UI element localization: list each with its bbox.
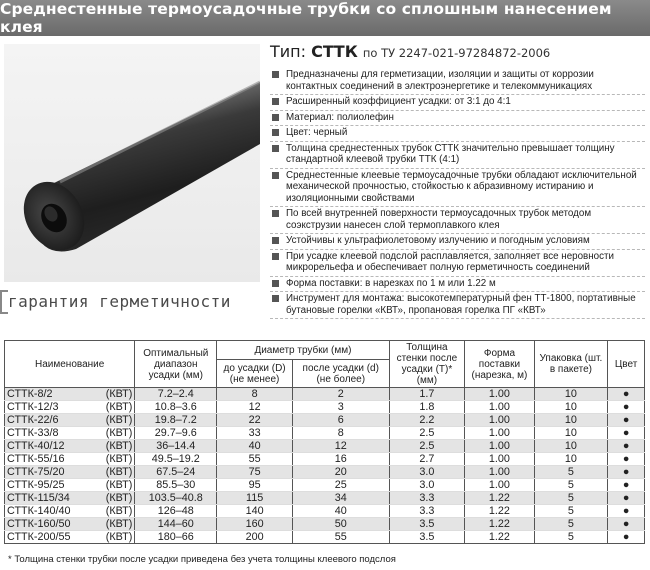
col-header-d-before: до усадки (D) (не менее) (217, 360, 293, 388)
table-row (5, 531, 645, 544)
cell-wall: 3.5 (389, 518, 465, 531)
cell-d-before: 200 (217, 531, 293, 544)
cell-range: 144–60 (135, 518, 217, 531)
cell-range: 85.5–30 (135, 479, 217, 492)
cell-d-before: 75 (217, 466, 293, 479)
cell-pack: 5 (534, 492, 608, 505)
cell-name (5, 401, 135, 414)
cell-wall: 3.3 (389, 492, 465, 505)
cell-pack: 5 (534, 531, 608, 544)
cell-d-before: 33 (217, 427, 293, 440)
cell-color-dot: ● (608, 440, 645, 453)
product-name: СТТК-140/40 (7, 505, 71, 517)
list-item (270, 234, 645, 250)
feature-text: Толщина среднестенных трубок СТТК значительно превышает толщину стандартной клеевой трубки ТТК (4:1) (286, 142, 615, 165)
cell-d-before: 160 (217, 518, 293, 531)
cell-d-before: 22 (217, 414, 293, 427)
guarantee-text: гарантия герметичности (8, 291, 231, 311)
cell-d-before: 115 (217, 492, 293, 505)
footnote: * Толщина стенки трубки после усадки приведена без учета толщины клеевого подслоя (8, 554, 396, 565)
cell-range: 67.5–24 (135, 466, 217, 479)
table-row (5, 492, 645, 505)
feature-text: Инструмент для монтажа: высокотемпературный фен ТТ-1800, портативные бутановые горелки «КВТ», пропановая горелка ПГ «КВТ» (286, 293, 636, 316)
type-label: Тип: (270, 42, 307, 61)
cell-name (5, 453, 135, 466)
product-name: СТТК-75/20 (7, 466, 65, 478)
table-row (5, 388, 645, 401)
cell-d-after: 16 (292, 453, 389, 466)
cell-range: 126–48 (135, 505, 217, 518)
square-bullet-icon (272, 237, 279, 244)
square-bullet-icon (272, 295, 279, 302)
cell-color-dot: ● (608, 505, 645, 518)
cell-form: 1.00 (465, 440, 534, 453)
cell-color-dot: ● (608, 479, 645, 492)
cell-range: 29.7–9.6 (135, 427, 217, 440)
brand: (КВТ) (105, 401, 133, 413)
brand: (КВТ) (105, 518, 133, 530)
cell-color-dot: ● (608, 427, 645, 440)
cell-d-before: 40 (217, 440, 293, 453)
type-spec: по ТУ 2247-021-97284872-2006 (362, 46, 551, 60)
cell-pack: 5 (534, 505, 608, 518)
cell-color-dot: ● (608, 492, 645, 505)
table-row (5, 427, 645, 440)
cell-wall: 3.3 (389, 505, 465, 518)
cell-pack: 10 (534, 388, 608, 401)
cell-name (5, 440, 135, 453)
product-name: СТТК-95/25 (7, 479, 65, 491)
product-name: СТТК-160/50 (7, 518, 71, 530)
cell-pack: 5 (534, 479, 608, 492)
cell-d-after: 40 (292, 505, 389, 518)
col-header-pack: Упаковка (шт. в пакете) (534, 341, 608, 388)
cell-form: 1.00 (465, 453, 534, 466)
list-item (270, 126, 645, 142)
feature-text: Устойчивы к ультрафиолетовому излучению и погодным условиям (286, 235, 590, 246)
cell-d-after: 12 (292, 440, 389, 453)
cell-d-after: 34 (292, 492, 389, 505)
table-row (5, 479, 645, 492)
square-bullet-icon (272, 253, 279, 260)
cell-d-before: 8 (217, 388, 293, 401)
cell-d-after: 50 (292, 518, 389, 531)
cell-wall: 1.7 (389, 388, 465, 401)
product-name: СТТК-55/16 (7, 453, 65, 465)
square-bullet-icon (272, 98, 279, 105)
cell-wall: 2.7 (389, 453, 465, 466)
feature-text: Расширенный коэффициент усадки: от 3:1 до 4:1 (286, 96, 511, 107)
col-header-range: Оптимальный диапазон усадки (мм) (135, 341, 217, 388)
product-photo (4, 44, 260, 282)
col-header-form: Форма поставки (нарезка, м) (465, 341, 534, 388)
list-item (270, 169, 645, 208)
cell-d-before: 140 (217, 505, 293, 518)
cell-form: 1.22 (465, 505, 534, 518)
brand: (КВТ) (105, 531, 133, 543)
cell-wall: 3.0 (389, 479, 465, 492)
cell-pack: 10 (534, 414, 608, 427)
cell-range: 180–66 (135, 531, 217, 544)
brand: (КВТ) (105, 440, 133, 452)
features-list (270, 68, 645, 319)
list-item (270, 250, 645, 277)
cell-wall: 2.5 (389, 427, 465, 440)
cell-color-dot: ● (608, 414, 645, 427)
cell-range: 36–14.4 (135, 440, 217, 453)
cell-name (5, 414, 135, 427)
product-name: СТТК-40/12 (7, 440, 65, 452)
brand: (КВТ) (105, 505, 133, 517)
brand: (КВТ) (105, 453, 133, 465)
product-name: СТТК-22/6 (7, 414, 59, 426)
heat-shrink-tube-image (4, 44, 260, 282)
cell-d-after: 55 (292, 531, 389, 544)
feature-text: Форма поставки: в нарезках по 1 м или 1.22 м (286, 277, 496, 289)
brand: (КВТ) (105, 414, 133, 426)
cell-color-dot: ● (608, 518, 645, 531)
square-bullet-icon (272, 280, 279, 287)
cell-pack: 10 (534, 440, 608, 453)
cell-form: 1.00 (465, 414, 534, 427)
cell-name (5, 492, 135, 505)
cell-pack: 5 (534, 466, 608, 479)
table-row (5, 505, 645, 518)
product-name: СТТК-8/2 (7, 388, 53, 400)
table-row (5, 518, 645, 531)
list-item (270, 68, 645, 95)
cell-name (5, 427, 135, 440)
list-item (270, 277, 645, 293)
cell-range: 19.8–7.2 (135, 414, 217, 427)
square-bullet-icon (272, 145, 279, 152)
brand: (КВТ) (105, 466, 133, 478)
cell-color-dot: ● (608, 466, 645, 479)
cell-color-dot: ● (608, 453, 645, 466)
cell-name (5, 479, 135, 492)
table-row (5, 453, 645, 466)
table-row (5, 414, 645, 427)
table-row (5, 401, 645, 414)
list-item (270, 292, 645, 319)
specs-table (4, 340, 645, 544)
square-bullet-icon (272, 71, 279, 78)
product-name: СТТК-33/8 (7, 427, 59, 439)
product-name: СТТК-200/55 (7, 531, 71, 543)
product-name: СТТК-115/34 (7, 492, 70, 504)
cell-color-dot: ● (608, 531, 645, 544)
feature-text: Цвет: черный (286, 127, 348, 138)
cell-d-before: 12 (217, 401, 293, 414)
brand: (КВТ) (105, 388, 133, 400)
cell-range: 10.8–3.6 (135, 401, 217, 414)
cell-name (5, 505, 135, 518)
cell-name (5, 531, 135, 544)
square-bullet-icon (272, 172, 279, 179)
feature-text: По всей внутренней поверхности термоусадочных трубок методом соэкструзии нанесен слой термоплавкого клея (286, 208, 592, 231)
cell-form: 1.00 (465, 427, 534, 440)
cell-d-before: 95 (217, 479, 293, 492)
col-header-name: Наименование (5, 341, 135, 388)
list-item (270, 111, 645, 127)
feature-text: Среднестенные клеевые термоусадочные трубки обладают исключительной механической прочностью, стойкостью к абразивному истиранию и изоляционными свойствами (286, 169, 637, 204)
brand: (КВТ) (105, 427, 133, 439)
col-header-d-after: после усадки (d) (не более) (292, 360, 389, 388)
square-bullet-icon (272, 129, 279, 136)
col-header-diameter: Диаметр трубки (мм) (217, 341, 389, 360)
list-item (270, 207, 645, 234)
table-row (5, 466, 645, 479)
cell-d-after: 6 (292, 414, 389, 427)
cell-color-dot: ● (608, 401, 645, 414)
col-header-color: Цвет (608, 341, 645, 388)
table-row (5, 440, 645, 453)
cell-form: 1.00 (465, 388, 534, 401)
cell-form: 1.00 (465, 466, 534, 479)
cell-pack: 10 (534, 453, 608, 466)
cell-range: 49.5–19.2 (135, 453, 217, 466)
cell-range: 103.5–40.8 (135, 492, 217, 505)
list-item (270, 95, 645, 111)
page-title: Среднестенные термоусадочные трубки со сплошным нанесением клея (0, 0, 612, 36)
product-type-line (270, 42, 645, 66)
feature-text: При усадке клеевой подслой расплавляется, заполняет все неровности микрорельефа и обеспечивает полную герметичность соединений (286, 250, 614, 273)
feature-text: Материал: полиолефин (286, 111, 394, 123)
cell-name (5, 518, 135, 531)
cell-pack: 5 (534, 518, 608, 531)
product-name: СТТК-12/3 (7, 401, 59, 413)
col-header-wall: Толщина стенки после усадки (T)* (мм) (389, 341, 465, 388)
square-bullet-icon (272, 210, 279, 217)
page-title-banner (0, 0, 650, 36)
feature-text: Предназначены для герметизации, изоляции и защиты от коррозии контактных соединений в электроэнергетике и телекоммуникациях (286, 69, 594, 92)
square-bullet-icon (272, 114, 279, 121)
cell-d-after: 2 (292, 388, 389, 401)
cell-wall: 2.5 (389, 440, 465, 453)
cell-d-after: 3 (292, 401, 389, 414)
list-item (270, 142, 645, 169)
type-code: СТТК (311, 42, 358, 61)
cell-d-after: 25 (292, 479, 389, 492)
cell-name (5, 466, 135, 479)
cell-form: 1.22 (465, 518, 534, 531)
cell-form: 1.22 (465, 492, 534, 505)
cell-d-after: 20 (292, 466, 389, 479)
cell-wall: 2.2 (389, 414, 465, 427)
cell-form: 1.00 (465, 479, 534, 492)
cell-range: 7.2–2.4 (135, 388, 217, 401)
cell-wall: 1.8 (389, 401, 465, 414)
cell-wall: 3.5 (389, 531, 465, 544)
cell-form: 1.00 (465, 401, 534, 414)
cell-d-after: 8 (292, 427, 389, 440)
bracket-decoration (0, 290, 8, 314)
brand: (КВТ) (105, 492, 133, 504)
cell-pack: 10 (534, 401, 608, 414)
cell-form: 1.22 (465, 531, 534, 544)
brand: (КВТ) (105, 479, 133, 491)
cell-d-before: 55 (217, 453, 293, 466)
cell-pack: 10 (534, 427, 608, 440)
cell-wall: 3.0 (389, 466, 465, 479)
guarantee-label (0, 286, 262, 316)
cell-color-dot: ● (608, 388, 645, 401)
cell-name (5, 388, 135, 401)
